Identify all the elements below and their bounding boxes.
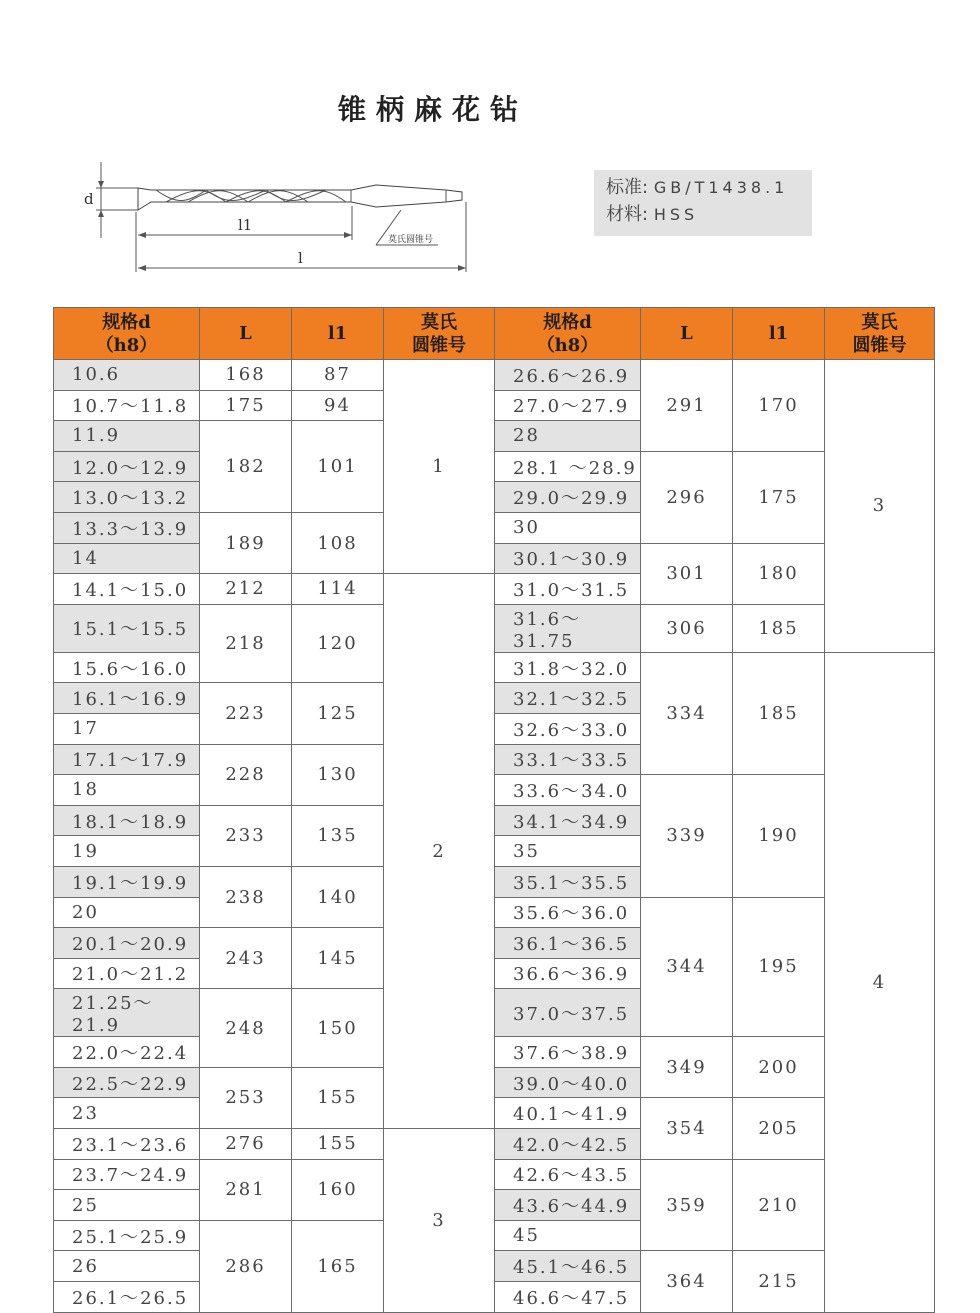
left-l1-cell: 155 — [292, 1067, 384, 1128]
left-spec-cell: 25 — [54, 1190, 200, 1221]
left-L-cell: 223 — [200, 683, 292, 744]
right-spec-cell: 33.1～33.5 — [495, 744, 641, 775]
left-l1-cell: 125 — [292, 683, 384, 744]
left-spec-cell: 18 — [54, 775, 200, 806]
left-l1-cell: 155 — [292, 1129, 384, 1160]
left-taper-cell: 3 — [384, 1129, 495, 1313]
right-spec-cell: 28 — [495, 421, 641, 452]
table-row — [54, 543, 935, 574]
left-L-cell: 286 — [200, 1220, 292, 1312]
right-spec-cell: 29.0～29.9 — [495, 482, 641, 513]
right-L-cell: 339 — [641, 775, 733, 897]
left-L-cell: 276 — [200, 1129, 292, 1160]
standard-value: GB/T1438.1 — [653, 178, 789, 197]
left-l1-cell: 140 — [292, 866, 384, 927]
left-L-cell: 281 — [200, 1159, 292, 1220]
l-label: l — [298, 249, 303, 267]
left-spec-cell: 18.1～18.9 — [54, 805, 200, 836]
header-taper-left: 莫氏 圆锥号 — [384, 308, 495, 360]
left-L-cell: 189 — [200, 512, 292, 573]
left-spec-cell: 22.5～22.9 — [54, 1067, 200, 1098]
right-L-cell: 291 — [641, 360, 733, 452]
right-l1-cell: 185 — [733, 652, 825, 774]
left-l1-cell: 94 — [292, 390, 384, 421]
left-spec-cell: 23.7～24.9 — [54, 1159, 200, 1190]
right-L-cell: 364 — [641, 1251, 733, 1312]
left-spec-cell: 12.0～12.9 — [54, 451, 200, 482]
right-spec-cell: 31.8～32.0 — [495, 652, 641, 683]
left-l1-cell: 101 — [292, 421, 384, 513]
header-spec-left: 规格d （h8） — [54, 308, 200, 360]
left-spec-cell: 21.0～21.2 — [54, 958, 200, 989]
right-spec-cell: 37.0～37.5 — [495, 989, 641, 1037]
right-L-cell: 354 — [641, 1098, 733, 1159]
left-spec-cell: 10.7～11.8 — [54, 390, 200, 421]
left-l1-cell: 160 — [292, 1159, 384, 1220]
left-spec-cell: 21.25～21.9 — [54, 989, 200, 1037]
left-spec-cell: 13.3～13.9 — [54, 512, 200, 543]
right-spec-cell: 26.6～26.9 — [495, 360, 641, 391]
left-L-cell: 182 — [200, 421, 292, 513]
table-row — [54, 1037, 935, 1068]
right-spec-cell: 37.6～38.9 — [495, 1037, 641, 1068]
right-spec-cell: 45.1～46.5 — [495, 1251, 641, 1282]
right-l1-cell: 185 — [733, 604, 825, 652]
right-l1-cell: 195 — [733, 897, 825, 1037]
drill-diagram — [76, 150, 476, 280]
right-spec-cell: 27.0～27.9 — [495, 390, 641, 421]
right-spec-cell: 46.6～47.5 — [495, 1282, 641, 1313]
l1-label: l1 — [238, 216, 253, 234]
left-spec-cell: 16.1～16.9 — [54, 683, 200, 714]
right-spec-cell: 36.1～36.5 — [495, 928, 641, 959]
left-l1-cell: 87 — [292, 360, 384, 391]
table-row — [54, 604, 935, 652]
table-row — [54, 1098, 935, 1129]
right-spec-cell: 31.0～31.5 — [495, 574, 641, 605]
table-row — [54, 897, 935, 928]
right-L-cell: 296 — [641, 451, 733, 543]
left-taper-cell: 2 — [384, 574, 495, 1129]
left-spec-cell: 17 — [54, 713, 200, 744]
left-spec-cell: 25.1～25.9 — [54, 1220, 200, 1251]
right-L-cell: 344 — [641, 897, 733, 1037]
left-L-cell: 218 — [200, 604, 292, 683]
left-l1-cell: 145 — [292, 928, 384, 989]
material-label: 材料: — [606, 204, 649, 225]
right-spec-cell: 35.1～35.5 — [495, 866, 641, 897]
right-spec-cell: 31.6～31.75 — [495, 604, 641, 652]
right-spec-cell: 39.0～40.0 — [495, 1067, 641, 1098]
header-taper-right: 莫氏 圆锥号 — [825, 308, 935, 360]
left-L-cell: 233 — [200, 805, 292, 866]
right-L-cell: 334 — [641, 652, 733, 774]
left-spec-cell: 23.1～23.6 — [54, 1129, 200, 1160]
left-taper-cell: 1 — [384, 360, 495, 574]
left-L-cell: 243 — [200, 928, 292, 989]
left-L-cell: 212 — [200, 574, 292, 605]
right-spec-cell: 35.6～36.0 — [495, 897, 641, 928]
left-L-cell: 168 — [200, 360, 292, 391]
left-l1-cell: 130 — [292, 744, 384, 805]
left-l1-cell: 165 — [292, 1220, 384, 1312]
left-spec-cell: 10.6 — [54, 360, 200, 391]
right-L-cell: 306 — [641, 604, 733, 652]
left-spec-cell: 17.1～17.9 — [54, 744, 200, 775]
page-title: 锥柄麻花钻 — [337, 93, 528, 126]
right-spec-cell: 30.1～30.9 — [495, 543, 641, 574]
header-L-right: L — [641, 308, 733, 360]
right-l1-cell: 210 — [733, 1159, 825, 1251]
info-box — [594, 170, 812, 236]
right-l1-cell: 175 — [733, 451, 825, 543]
header-l1-right: l1 — [733, 308, 825, 360]
left-l1-cell: 135 — [292, 805, 384, 866]
left-spec-cell: 15.6～16.0 — [54, 652, 200, 683]
spec-table — [53, 307, 935, 1313]
taper-note: 莫氏圆锥号 — [388, 235, 434, 245]
left-spec-cell: 14 — [54, 543, 200, 574]
standard-row — [606, 174, 800, 201]
right-spec-cell: 32.6～33.0 — [495, 713, 641, 744]
right-spec-cell: 35 — [495, 836, 641, 867]
right-spec-cell: 34.1～34.9 — [495, 805, 641, 836]
left-spec-cell: 19.1～19.9 — [54, 866, 200, 897]
right-spec-cell: 43.6～44.9 — [495, 1190, 641, 1221]
right-taper-cell: 4 — [825, 652, 935, 1312]
right-spec-cell: 36.6～36.9 — [495, 958, 641, 989]
left-l1-cell: 120 — [292, 604, 384, 683]
table-row — [54, 451, 935, 482]
left-spec-cell: 15.1～15.5 — [54, 604, 200, 652]
header-row — [54, 308, 935, 360]
table-row — [54, 652, 935, 683]
right-L-cell: 349 — [641, 1037, 733, 1098]
right-l1-cell: 200 — [733, 1037, 825, 1098]
right-spec-cell: 28.1 ～28.9 — [495, 451, 641, 482]
left-L-cell: 238 — [200, 866, 292, 927]
left-L-cell: 248 — [200, 989, 292, 1068]
right-l1-cell: 205 — [733, 1098, 825, 1159]
d-label: d — [84, 190, 94, 208]
right-taper-cell: 3 — [825, 360, 935, 653]
left-spec-cell: 22.0～22.4 — [54, 1037, 200, 1068]
right-l1-cell: 190 — [733, 775, 825, 897]
table-row — [54, 1251, 935, 1282]
left-l1-cell: 114 — [292, 574, 384, 605]
left-l1-cell: 108 — [292, 512, 384, 573]
material-row — [606, 201, 800, 228]
right-l1-cell: 180 — [733, 543, 825, 604]
right-spec-cell: 30 — [495, 512, 641, 543]
left-spec-cell: 26 — [54, 1251, 200, 1282]
material-value: HSS — [653, 205, 699, 224]
right-L-cell: 359 — [641, 1159, 733, 1251]
left-spec-cell: 13.0～13.2 — [54, 482, 200, 513]
right-l1-cell: 170 — [733, 360, 825, 452]
left-spec-cell: 19 — [54, 836, 200, 867]
right-spec-cell: 45 — [495, 1220, 641, 1251]
standard-label: 标准: — [606, 177, 649, 198]
right-spec-cell: 32.1～32.5 — [495, 683, 641, 714]
right-L-cell: 301 — [641, 543, 733, 604]
table-row — [54, 775, 935, 806]
left-L-cell: 175 — [200, 390, 292, 421]
left-spec-cell: 20 — [54, 897, 200, 928]
right-spec-cell: 40.1～41.9 — [495, 1098, 641, 1129]
left-l1-cell: 150 — [292, 989, 384, 1068]
header-l1-left: l1 — [292, 308, 384, 360]
left-spec-cell: 20.1～20.9 — [54, 928, 200, 959]
left-spec-cell: 26.1～26.5 — [54, 1282, 200, 1313]
left-spec-cell: 11.9 — [54, 421, 200, 452]
right-spec-cell: 42.0～42.5 — [495, 1129, 641, 1160]
left-spec-cell: 23 — [54, 1098, 200, 1129]
table-row — [54, 360, 935, 391]
table-row — [54, 1159, 935, 1190]
left-spec-cell: 14.1～15.0 — [54, 574, 200, 605]
left-L-cell: 228 — [200, 744, 292, 805]
left-L-cell: 253 — [200, 1067, 292, 1128]
right-spec-cell: 33.6～34.0 — [495, 775, 641, 806]
right-spec-cell: 42.6～43.5 — [495, 1159, 641, 1190]
header-L-left: L — [200, 308, 292, 360]
header-spec-right: 规格d （h8） — [495, 308, 641, 360]
right-l1-cell: 215 — [733, 1251, 825, 1312]
